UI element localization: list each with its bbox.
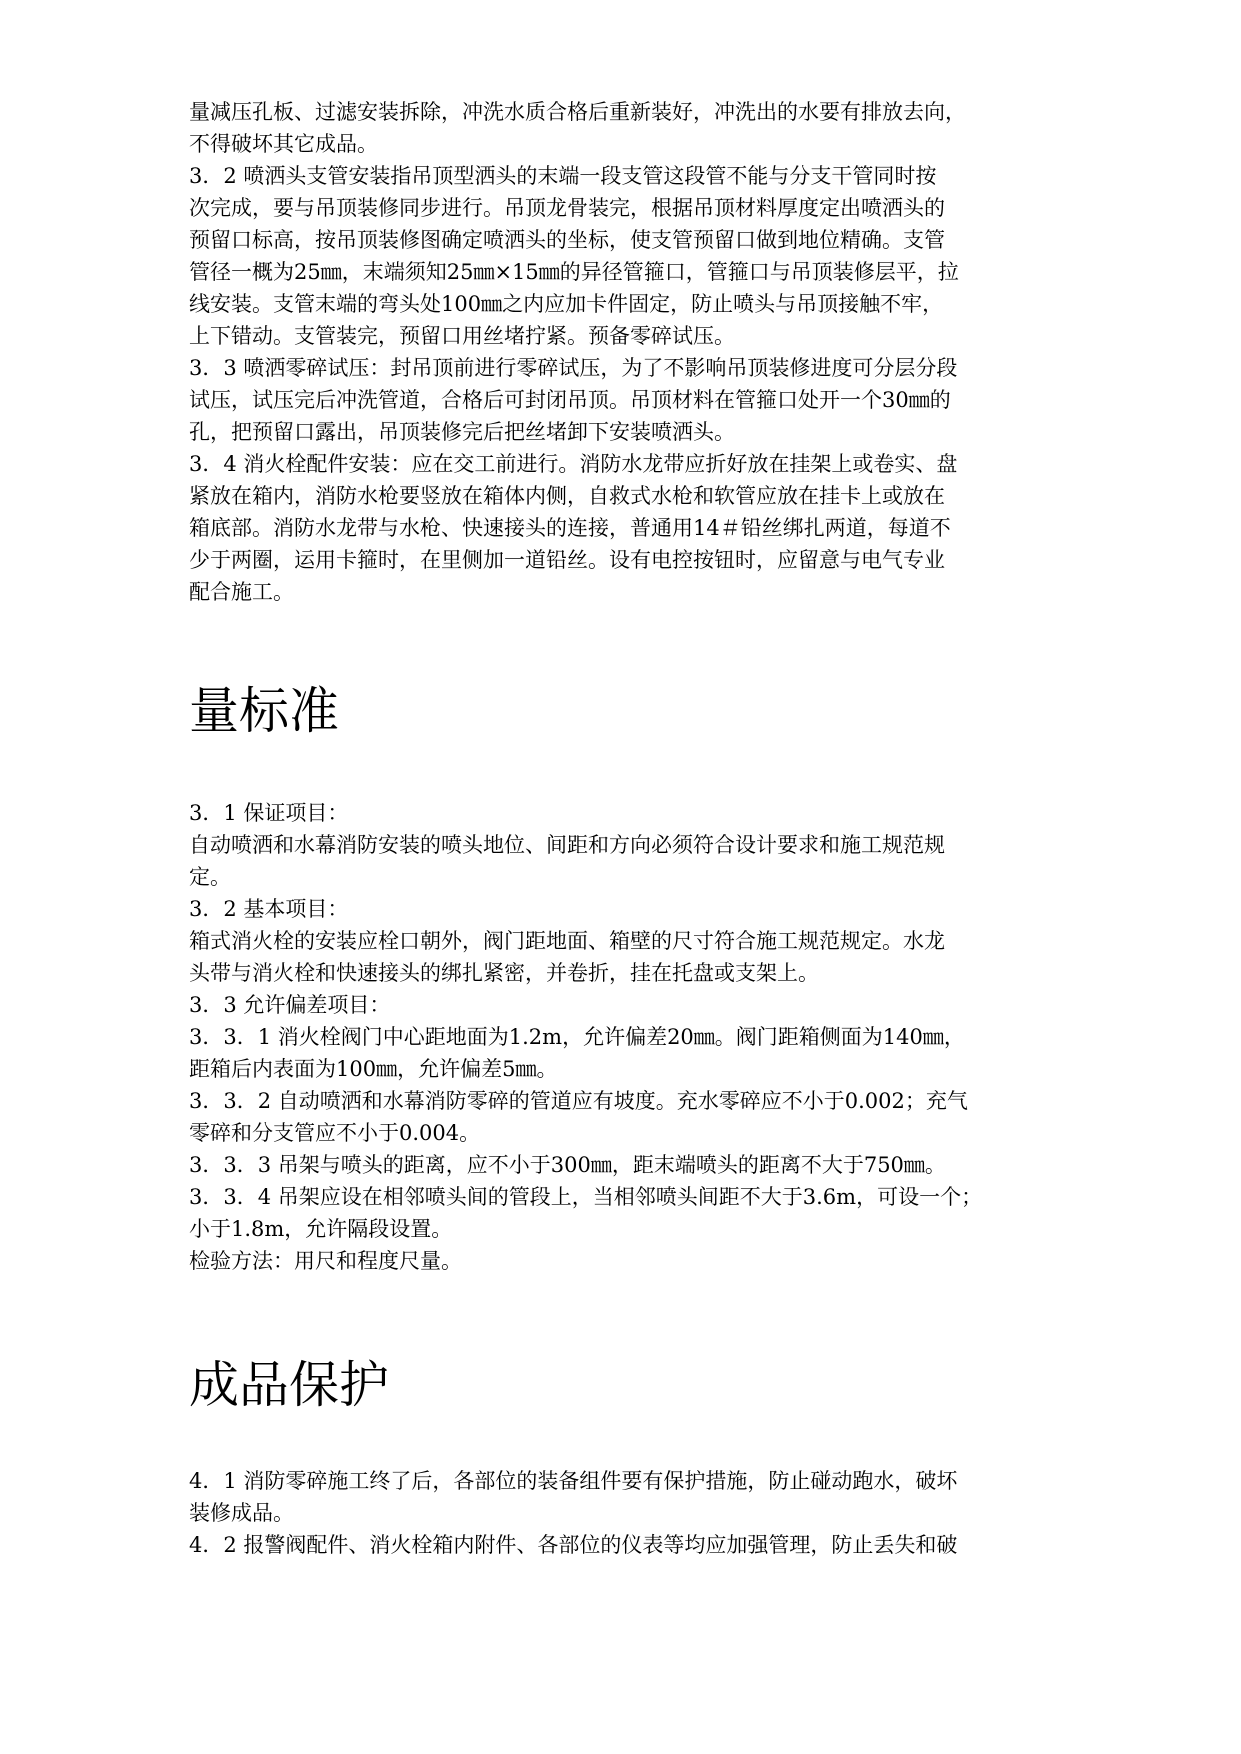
text-line: 3．2 基本项目： [189,897,349,921]
paragraph-guarantee-items-title [189,797,1089,829]
text-line: 3．1 保证项目： [189,801,349,825]
text-line: 不得破坏其它成品。 [189,132,378,156]
document-body [189,96,1089,1561]
text-line: 配合施工。 [189,580,294,604]
paragraph-basic-items-body [189,925,1089,989]
text-line: 次完成，要与吊顶装修同步进行。吊顶龙骨装完，根据吊顶材料厚度定出喷洒头的 [189,196,945,220]
text-line: 上下错动。支管装完，预留口用丝堵拧紧。预备零碎试压。 [189,324,735,348]
text-line: 3．4 消火栓配件安装：应在交工前进行。消防水龙带应折好放在挂架上或卷实、盘 [189,452,958,476]
text-line: 零碎和分支管应不小于0.004。 [189,1121,481,1145]
paragraph-tolerance-items-title [189,989,1089,1021]
text-line: 3．3 喷洒零碎试压：封吊顶前进行零碎试压，为了不影响吊顶装修进度可分层分段 [189,356,958,380]
section-heading-product-protection: 成品保护 [189,1356,389,1414]
text-line: 3．3．2 自动喷洒和水幕消防零碎的管道应有坡度。充水零碎应不小于0.002；充气 [189,1089,968,1113]
text-line: 自动喷洒和水幕消防安装的喷头地位、间距和方向必须符合设计要求和施工规范规 [189,833,945,857]
paragraph-3-3-2 [189,1085,1089,1149]
construction-section [189,96,1089,608]
paragraph-guarantee-items-body [189,829,1089,893]
text-line: 3．3 允许偏差项目： [189,993,391,1017]
paragraph-3-3-pressure-test [189,352,1089,448]
text-line: 试压，试压完后冲洗管道，合格后可封闭吊顶。吊顶材料在管箍口处开一个30㎜的 [189,388,951,412]
text-line: 预留口标高，按吊顶装修图确定喷洒头的坐标，使支管预留口做到地位精确。支管 [189,228,945,252]
paragraph-3-3-4 [189,1181,1089,1245]
paragraph-basic-items-title [189,893,1089,925]
paragraph-4-2 [189,1529,1089,1561]
text-line: 紧放在箱内，消防水枪要竖放在箱体内侧，自救式水枪和软管应放在挂卡上或放在 [189,484,945,508]
paragraph-3-4-hydrant-fittings [189,448,1089,608]
paragraph-4-1 [189,1465,1089,1529]
product-protection-section [189,1465,1089,1561]
text-line: 头带与消火栓和快速接头的绑扎紧密，并卷折，挂在托盘或支架上。 [189,961,819,985]
text-line: 孔，把预留口露出，吊顶装修完后把丝堵卸下安装喷洒头。 [189,420,735,444]
paragraph-3-3-3 [189,1149,1089,1181]
quality-standard-section [189,797,1089,1277]
text-line: 定。 [189,865,231,889]
text-line: 检验方法：用尺和程度尺量。 [189,1249,462,1273]
text-line: 4．2 报警阀配件、消火栓箱内附件、各部位的仪表等均应加强管理，防止丢失和破 [189,1533,958,1557]
text-line: 距箱后内表面为100㎜，允许偏差5㎜。 [189,1057,558,1081]
text-line: 4．1 消防零碎施工终了后，各部位的装备组件要有保护措施，防止碰动跑水，破坏 [189,1469,958,1493]
text-line: 箱底部。消防水龙带与水枪、快速接头的连接，普通用14＃铅丝绑扎两道，每道不 [189,516,951,540]
paragraph-3-3-1 [189,1021,1089,1085]
text-line: 小于1.8m，允许隔段设置。 [189,1217,453,1241]
text-line: 少于两圈，运用卡箍时，在里侧加一道铅丝。设有电控按钮时，应留意与电气专业 [189,548,945,572]
text-line: 装修成品。 [189,1501,294,1525]
paragraph-3-2-sprinkler-branch [189,160,1089,352]
paragraph-inspection-method [189,1245,1089,1277]
text-line: 3．2 喷洒头支管安装指吊顶型洒头的末端一段支管这段管不能与分支干管同时按 [189,164,937,188]
text-line: 3．3．3 吊架与喷头的距离，应不小于300㎜，距末端喷头的距离不大于750㎜。 [189,1153,946,1177]
text-line: 3．3．1 消火栓阀门中心距地面为1.2m，允许偏差20㎜。阀门距箱侧面为140㎜， [189,1025,965,1049]
text-line: 量减压孔板、过滤安装拆除，冲洗水质合格后重新装好，冲洗出的水要有排放去向， [189,100,966,124]
section-heading-quality-standard: 量标准 [189,682,339,740]
paragraph-flushing [189,96,1089,160]
text-line: 箱式消火栓的安装应栓口朝外，阀门距地面、箱壁的尺寸符合施工规范规定。水龙 [189,929,945,953]
text-line: 3．3．4 吊架应设在相邻喷头间的管段上，当相邻喷头间距不大于3.6m，可设一个； [189,1185,983,1209]
text-line: 线安装。支管末端的弯头处100㎜之内应加卡件固定，防止喷头与吊顶接触不牢， [189,292,944,316]
text-line: 管径一概为25㎜，末端须知25㎜×15㎜的异径管箍口，管箍口与吊顶装修层平，拉 [189,260,959,284]
